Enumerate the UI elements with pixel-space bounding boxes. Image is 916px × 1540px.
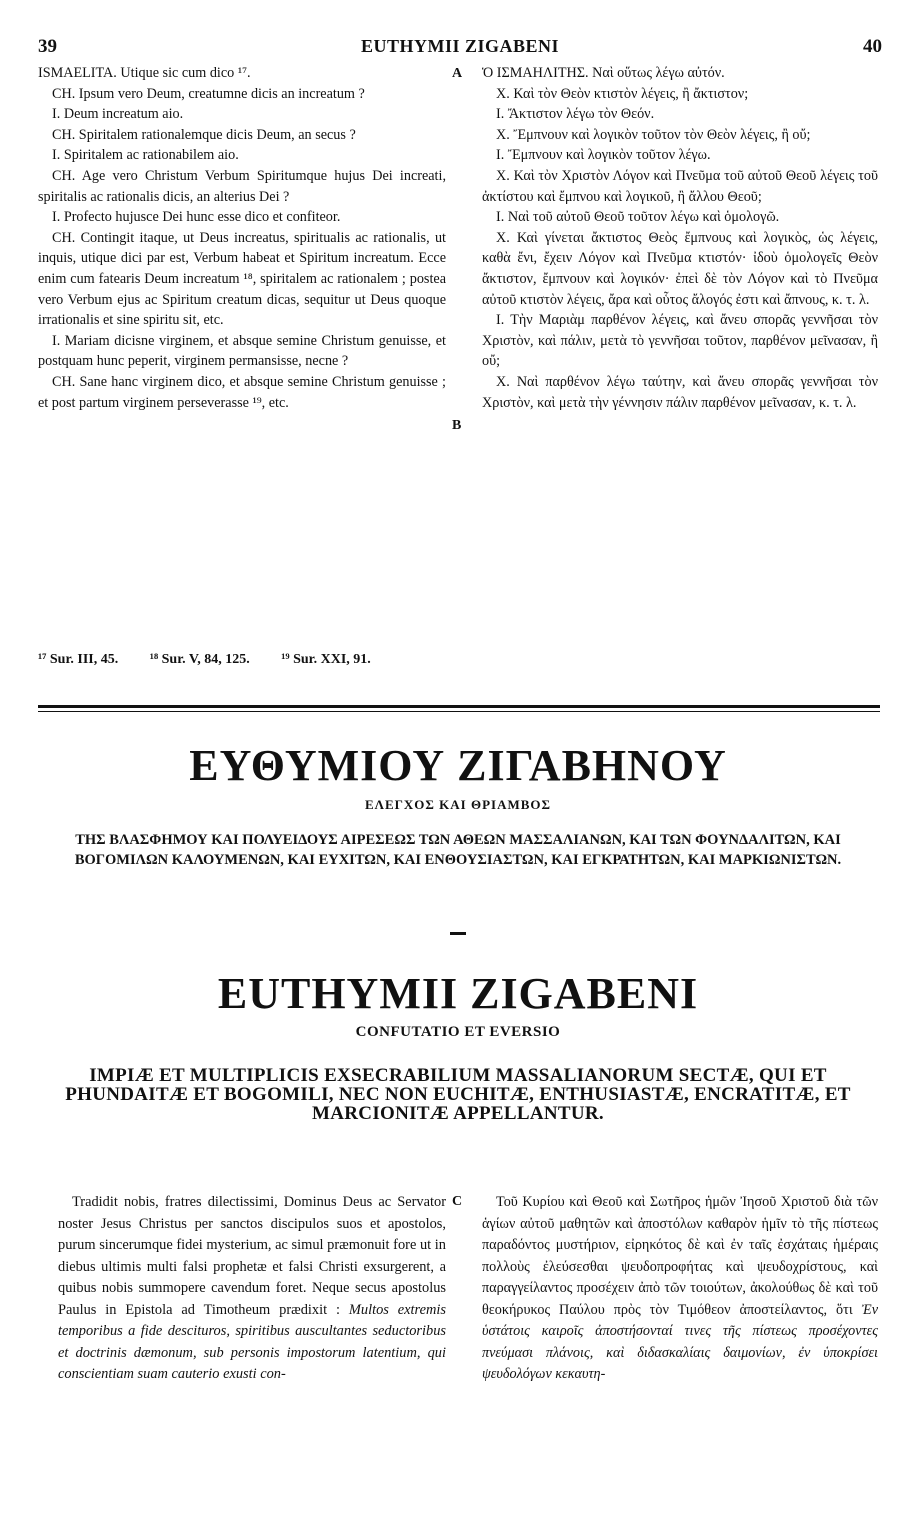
greek-paragraph: Ι. Ἄκτιστον λέγω τὸν Θεόν. [496,106,655,123]
greek-work-subtitle: ΕΛΕΓΧΟΣ ΚΑΙ ΘΡΙΑΜΒΟΣ [364,797,552,812]
latin-work-subtitle: CONFUTATIO ET EVERSIO [355,1024,561,1040]
section-rule-thick [38,705,880,708]
footnote: ¹⁸ Sur. V, 84, 125. [149,652,250,667]
margin-letter-b: B [452,418,462,433]
latin-paragraph: I. Deum increatum aio. [52,106,184,123]
latin-dialogue-column [38,63,446,413]
latin-paragraph: CH. Sane hanc virginem dico, et absque semine Christum genuisse ; et post partum virginem perseverasse ¹⁹, etc. [38,373,446,411]
latin-work-title: EUTHYMII ZIGABENI [217,969,699,1018]
latin-paragraph: ISMAELITA. Utique sic cum dico ¹⁷. [38,65,251,81]
latin-paragraph: CH. Spiritalem rationalemque dicis Deum, an secus ? [52,126,356,143]
greek-scripture-quote: Ἐν ὑστάτοις καιροῖς ἀποστήσονταί τινες τῆς πίστεως προσέχοντες πνεύμασι πλάνοις, καὶ διδασκαλίαις δαιμονίων, ἐν ὑποκρίσει ψευδολόγων κεκαυτη- [482,1301,878,1382]
greek-paragraph: Χ. Καὶ τὸν Χριστὸν Λόγον καὶ Πνεῦμα τοῦ αὐτοῦ Θεοῦ λέγεις τοῦ ἀκτίστου καὶ ἔμπνου καὶ λογικοῦ, ἢ ἄλλου Θεοῦ; [482,167,878,205]
greek-work-description: ΤΗΣ ΒΛΑΣΦΗΜΟΥ ΚΑΙ ΠΟΛΥΕΙΔΟΥΣ ΑΙΡΕΣΕΩΣ ΤΩΝ ΑΘΕΩΝ ΜΑΣΣΑΛΙΑΝΩΝ, ΚΑΙ ΤΩΝ ΦΟΥΝΔΑΛΙΤΩΝ, ΚΑΙ ΒΟΓΟΜΙΛΩΝ ΚΑΛΟΥΜΕΝΩΝ, ΚΑΙ ΕΥΧΙΤΩΝ, ΚΑΙ ΕΝΘΟΥΣΙΑΣΤΩΝ, ΚΑΙ ΕΓΚΡΑΤΗΤΩΝ, ΚΑΙ ΜΑΡΚΙΩΝΙΣΤΩΝ. [74,832,842,868]
latin-paragraph: I. Spiritalem ac rationabilem aio. [52,147,239,164]
latin-body-paragraph [58,1192,446,1386]
latin-body-text: Tradidit nobis, fratres dilectissimi, Dominus Deus ac Servator noster Jesus Christus per sanctos discipulos suos et apostolos, purum sincerumque fidei mysterium, ac simul præmonuit fore ut in diebus ultimis multi falsi prophetæ et falsi Christi exsurgerent, a quibus nobis summopere cavendum foret. Neque secus apostolus Paulus in Epistola ad Timotheum prædixit : [58,1194,446,1318]
greek-body-text: Τοῦ Κυρίου καὶ Θεοῦ καὶ Σωτῆρος ἡμῶν Ἰησοῦ Χριστοῦ διὰ τῶν ἁγίων αὐτοῦ μαθητῶν καὶ ἀποστόλων καθαρὸν ἡμῖν τὸ τῆς πίστεως παραδόντος μυστήριον, εἰρηκότος δὲ καὶ ἐν ταῖς ἐσχάταις ἡμέραις πολλοὺς ἐλεύσεσθαι ψευδοπροφήτας καὶ ψευδοχρίστους, καὶ παραγγείλαντος προσέχειν ἀπὸ τῶν τοιούτων, ἀκολούθως δὲ καὶ τοῦ θεοκήρυκος Παύλου πρὸς τὸν Τιμόθεον ἀποστείλαντος, ὅτι [482,1194,878,1318]
greek-paragraph: Ι. Ἔμπνουν καὶ λογικὸν τοῦτον λέγω. [496,147,711,164]
latin-paragraph: CH. Contingit itaque, ut Deus increatus, spiritualis ac rationalis, ut inquis, utique dici par est, Verbum habeat et Spiritum increatum. Ecce enim cum fatearis Deum increatum ¹⁸, spiritalem ac rationalem ; postea vero Verbum ejus ac Spiritum creatum dicas, sequitur ut Deus quoque irrationalis et sine spiritu sit, etc. [38,229,446,329]
greek-paragraph: Χ. Καὶ γίνεται ἄκτιστος Θεὸς ἔμπνους καὶ λογικὸς, ὡς λέγεις, καθὰ ἔνι, ἔχειν Λόγον καὶ Πνεῦμα κτιστόν· ἰδοὺ ὁμολογεῖς Θεὸν ἄκτιστον, ἔμπνουν καὶ λογικόν· ἐπεὶ δὲ τὸν Λόγον καὶ τὸ Πνεῦμα αὐτοῦ κτιστὸν λέγεις, ἄρα καὶ οὗτος ἄλογός ἐστι καὶ ἄπνους, κ. τ. λ. [482,229,878,308]
greek-paragraph: Ι. Ναὶ τοῦ αὐτοῦ Θεοῦ τοῦτον λέγω καὶ ὁμολογῶ. [496,209,780,226]
greek-paragraph: Ὁ ΙΣΜΑΗΛΙΤΗΣ. Ναὶ οὕτως λέγω αὐτόν. [482,65,725,81]
latin-scripture-quote: Multos extremis temporibus a fide descituros, spiritibus auscultantes seductoribus et doctrinis dæmonum, sub personis impostorum latentium, qui conscientiam suam cauterio exusti con- [58,1301,446,1382]
greek-paragraph: Ι. Τὴν Μαριὰμ παρθένον λέγεις, καὶ ἄνευ σπορᾶς γεννῆσαι τὸν Χριστὸν, καὶ πάλιν, μετὰ τὸ γεννῆσαι τοῦτον, παρθένον μεῖνασαν, ἢ οὔ; [482,312,878,370]
page-number-left: 39 [38,36,57,57]
latin-paragraph: CH. Age vero Christum Verbum Spiritumque hujus Dei increati, spiritalis ac rationalis dicis, an alterius Dei ? [38,167,446,205]
latin-paragraph: I. Profecto hujusce Dei hunc esse dico et confiteor. [52,209,341,226]
latin-paragraph: CH. Ipsum vero Deum, creatumne dicis an increatum ? [52,85,365,102]
greek-body-paragraph [482,1192,878,1386]
running-title: EUTHYMII ZIGABENI [360,36,560,56]
greek-work-title: ΕΥΘΥΜΙΟΥ ΖΙΓΑΒΗΝΟΥ [189,741,727,790]
footnotes [38,652,518,668]
margin-letter-c: C [452,1194,463,1209]
greek-paragraph: Χ. Καὶ τὸν Θεὸν κτιστὸν λέγεις, ἢ ἄκτιστον; [496,85,749,102]
greek-paragraph: Χ. Ἔμπνουν καὶ λογικὸν τοῦτον τὸν Θεὸν λέγεις, ἢ οὔ; [496,126,811,143]
greek-text-column [482,1192,878,1386]
latin-text-column [58,1192,446,1386]
section-rule-thin [38,711,880,712]
page-number-right: 40 [863,36,882,57]
title-separator [450,932,466,935]
footnote: ¹⁷ Sur. III, 45. [38,652,119,667]
latin-work-description: IMPIÆ ET MULTIPLICIS EXSECRABILIUM MASSALIANORUM SECTÆ, QUI ET PHUNDAITÆ ET BOGOMILI, NEC NON EUCHITÆ, ENTHUSIASTÆ, ENCRATITÆ, ET MARCIONITÆ APPELLANTUR. [65,1065,851,1124]
greek-paragraph: Χ. Ναὶ παρθένον λέγω ταύτην, καὶ ἄνευ σπορᾶς γεννῆσαι τὸν Χριστὸν, καὶ μετὰ τὴν γέννησιν πάλιν παρθένον μεῖνασαν, κ. τ. λ. [482,373,878,411]
latin-paragraph: I. Mariam dicisne virginem, et absque semine Christum genuisse, et postquam hunc peperit, virginem permansisse, necne ? [38,332,446,370]
greek-dialogue-column [482,63,878,413]
margin-letter-a: A [452,66,463,81]
running-head [38,36,882,58]
footnote: ¹⁹ Sur. XXI, 91. [281,652,371,667]
